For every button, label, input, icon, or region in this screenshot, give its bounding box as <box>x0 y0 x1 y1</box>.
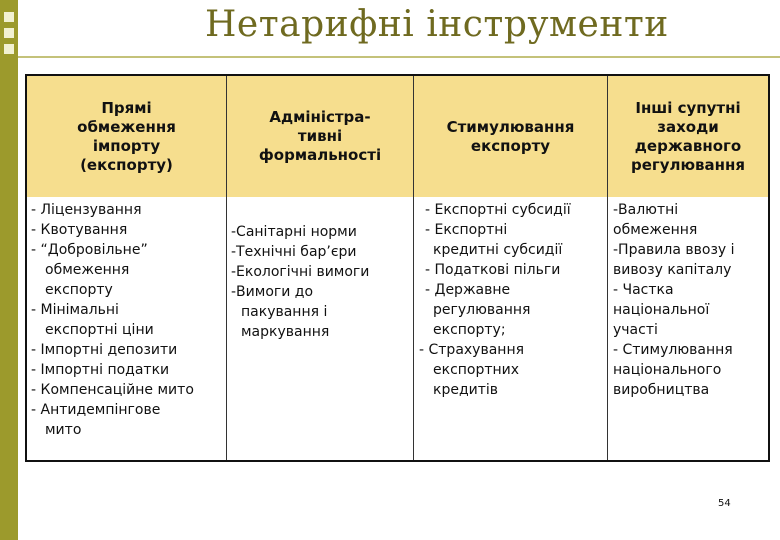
header-direct-restrictions <box>27 76 226 197</box>
instruments-table <box>25 74 770 462</box>
column-divider <box>413 76 414 460</box>
list-item: - Компенсаційне мито <box>31 382 194 398</box>
list-item: - “Добровільне” <box>31 242 148 258</box>
list-item: участі <box>613 322 658 338</box>
list-item: - Ліцензування <box>31 202 142 218</box>
list-item: національного <box>613 362 722 378</box>
header-other-measures <box>608 76 768 197</box>
accent-sidebar <box>0 0 18 540</box>
decor-square-1 <box>4 12 14 22</box>
list-item: регулювання <box>433 302 531 318</box>
list-item: - Експортні <box>425 222 508 238</box>
list-item: мито <box>45 422 82 438</box>
list-item: -Валютні <box>613 202 679 218</box>
column-divider <box>607 76 608 460</box>
decor-square-3 <box>4 44 14 54</box>
header-line: імпорту <box>92 136 161 155</box>
list-item: - Державне <box>425 282 511 298</box>
list-item: - Імпортні депозити <box>31 342 178 358</box>
list-item: виробництва <box>613 382 710 398</box>
list-item: національної <box>613 302 710 318</box>
list-item: -Правила ввозу і <box>613 242 735 258</box>
list-item: кредитів <box>433 382 499 398</box>
list-item: експорту; <box>433 322 506 338</box>
column-divider <box>226 76 227 460</box>
header-line: формальності <box>258 146 382 164</box>
header-line: заходи <box>657 117 719 136</box>
header-line: державного <box>634 136 742 155</box>
list-item: маркування <box>241 324 330 340</box>
list-item: - Квотування <box>31 222 128 238</box>
list-item: кредитні субсидії <box>433 242 563 258</box>
cell-export-stimulation <box>419 200 605 400</box>
header-line: Стимулювання <box>446 117 575 136</box>
header-export-stimulation <box>414 76 607 197</box>
list-item: - Частка <box>613 282 674 298</box>
header-line: Інші супутні <box>635 98 741 117</box>
list-item: обмеження <box>45 262 130 278</box>
cell-administrative <box>231 222 411 342</box>
header-line: Адміністра- <box>269 108 371 126</box>
list-item: пакування і <box>241 304 328 320</box>
header-line: експорту <box>470 136 551 155</box>
cell-other-measures <box>613 200 769 400</box>
list-item: експортних <box>433 362 520 378</box>
list-item: - Податкові пільги <box>425 262 561 278</box>
list-item: - Стимулювання <box>613 342 733 358</box>
decor-square-2 <box>4 28 14 38</box>
list-item: вивозу капіталу <box>613 262 732 278</box>
list-item: -Технічні бар’єри <box>231 244 357 260</box>
header-line: Прямі <box>101 98 152 117</box>
cell-direct-restrictions <box>31 200 223 440</box>
list-item: -Санітарні норми <box>231 224 357 240</box>
list-item: - Імпортні податки <box>31 362 170 378</box>
title-rule <box>18 56 780 58</box>
page-number: 54 <box>718 498 731 509</box>
list-item: -Вимоги до <box>231 284 314 300</box>
header-administrative <box>227 76 413 197</box>
list-item: обмеження <box>613 222 698 238</box>
header-line: регулювання <box>630 155 746 174</box>
list-item: - Мінімальні <box>31 302 119 318</box>
list-item: експорту <box>45 282 113 298</box>
header-line: тивні <box>297 127 343 145</box>
list-item: - Страхування <box>419 342 525 358</box>
header-line: (експорту) <box>80 155 173 174</box>
list-item: -Екологічні вимоги <box>231 264 370 280</box>
slide-title: Нетарифні інструменти <box>205 4 669 45</box>
list-item: - Експортні субсидії <box>425 202 571 218</box>
list-item: - Антидемпінгове <box>31 402 161 418</box>
list-item: експортні ціни <box>45 322 154 338</box>
header-line: обмеження <box>77 117 176 136</box>
